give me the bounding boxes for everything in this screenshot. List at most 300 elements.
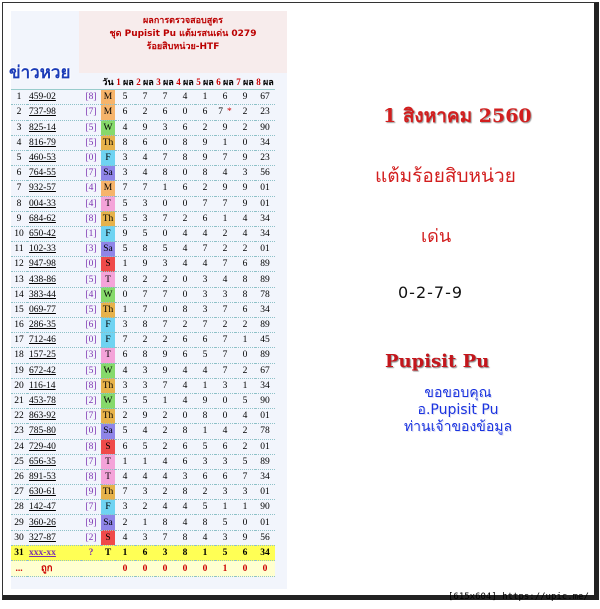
row-number: ถูก [27,561,81,577]
col-group [81,75,101,90]
lucky-digits: 0-2-7-9 [398,283,464,302]
row-result: 5 [235,454,255,469]
col-result-2 [135,75,155,90]
row-number [27,393,81,408]
row-result: 2 [215,226,235,241]
table-row [11,363,275,378]
row-index: 13 [11,272,27,287]
row-day: F [101,150,115,165]
row-group: [7] [81,454,101,469]
row-result: 8 [135,242,155,257]
row-result: 0 [175,196,195,211]
row-result: 4 [155,469,175,484]
row-number [27,211,81,226]
row-result: 4 [175,515,195,530]
table-header-box [79,11,287,73]
row-day: Th [101,409,115,424]
row-result: 2 [235,318,255,333]
row-day: Th [101,135,115,150]
table-row [11,348,275,363]
row-result: 8 [135,348,155,363]
row-number-text: 286-35 [29,320,56,331]
row-result: 3 [115,500,135,515]
row-group: [2] [81,530,101,545]
row-result: 8 [115,135,135,150]
col-ref-number: 4 [176,77,181,88]
row-result: 2 [155,409,175,424]
row-result: 56 [255,166,275,181]
row-result: 90 [255,120,275,135]
row-group: [5] [81,120,101,135]
row-index: 17 [11,333,27,348]
row-number-text: 729-40 [29,441,56,452]
hit-count: 0 [175,561,195,577]
row-result: 1 [195,545,215,560]
row-number [27,500,81,515]
row-result: 8 [175,545,195,560]
row-group: [8] [81,211,101,226]
table-head-row [11,75,275,90]
row-result: 6 [175,348,195,363]
row-result: 6 [235,257,255,272]
row-result: 5 [235,393,255,408]
row-result: 2 [195,485,215,500]
row-result: 3 [155,545,175,560]
row-result: 67 [255,363,275,378]
table-row [11,439,275,454]
row-index: ... [11,561,27,577]
row-group [81,561,101,577]
row-result: 4 [155,500,175,515]
row-result: 3 [175,469,195,484]
row-day: W [101,120,115,135]
row-result: 1 [235,500,255,515]
row-result: 34 [255,211,275,226]
row-result: 1 [135,515,155,530]
row-day: T [101,348,115,363]
row-result: 89 [255,318,275,333]
row-group: [0] [81,424,101,439]
row-index: 7 [11,181,27,196]
row-result: 0 [115,287,135,302]
row-result: 6 [215,469,235,484]
row-number-text: 157-25 [29,350,56,361]
row-day: Sa [101,515,115,530]
row-result: 23 [255,150,275,165]
author-brand: Pupisit Pu [385,351,490,372]
row-day: T [101,272,115,287]
row-result: 7 [195,242,215,257]
row-group: [0] [81,333,101,348]
row-day: T [101,454,115,469]
col-result-label: ผล [142,77,154,88]
row-result: 4 [235,226,255,241]
row-result: 9 [115,226,135,241]
thanks-line-3: ท่านเจ้าของข้อมูล [403,419,513,435]
row-result: 0 [155,302,175,317]
row-group: [9] [81,515,101,530]
row-result: 4 [195,530,215,545]
table-row [11,211,275,226]
row-result: 6 [175,181,195,196]
row-result: 9 [195,135,215,150]
row-result: 9 [215,181,235,196]
row-result: 7 [115,485,135,500]
row-result: 6 [115,105,135,120]
row-result: 6 [235,302,255,317]
row-result: 8 [195,409,215,424]
row-result: 78 [255,287,275,302]
row-result: 4 [135,424,155,439]
row-result: 7 [215,348,235,363]
row-number-text: 863-92 [29,411,56,422]
row-number-text: 460-53 [29,153,56,164]
row-mark: * [227,107,232,118]
row-number [27,318,81,333]
row-result: 3 [235,166,255,181]
row-result: 34 [255,469,275,484]
row-result: 7 * [215,105,235,120]
row-result: 0 [155,135,175,150]
row-result: 8 [175,424,195,439]
row-result: 3 [135,378,155,393]
row-result: 3 [215,485,235,500]
row-result: 90 [255,393,275,408]
row-result: 7 [155,150,175,165]
row-result: 0 [175,166,195,181]
row-number [27,257,81,272]
row-index: 15 [11,302,27,317]
row-group: [4] [81,287,101,302]
row-day: S [101,439,115,454]
row-result: 2 [135,500,155,515]
row-result: 0 [175,105,195,120]
row-result: 3 [115,150,135,165]
row-index: 14 [11,287,27,302]
row-result: 8 [175,485,195,500]
row-result: 23 [255,105,275,120]
table-row [11,469,275,484]
row-result: 4 [175,500,195,515]
row-number-text: 438-86 [29,274,56,285]
row-index: 19 [11,363,27,378]
row-result: 5 [195,348,215,363]
row-result: 01 [255,181,275,196]
row-result: 4 [215,272,235,287]
row-result: 5 [115,242,135,257]
row-result: 7 [195,318,215,333]
row-result: 7 [155,90,175,105]
row-result: 5 [135,393,155,408]
row-result: 2 [195,120,215,135]
row-index: 31 [11,545,27,560]
row-number-text: 656-35 [29,456,56,467]
row-result: 7 [215,196,235,211]
row-day [101,561,115,577]
row-day: W [101,393,115,408]
row-result: 1 [115,545,135,560]
row-number-text: xxx-xx [29,547,56,558]
row-result: 3 [115,378,135,393]
row-result: 9 [195,393,215,408]
row-result: 34 [255,135,275,150]
row-number [27,302,81,317]
row-result: 2 [175,211,195,226]
row-result: 0 [235,515,255,530]
row-day: Sa [101,242,115,257]
row-result: 2 [235,363,255,378]
row-result: 6 [115,439,135,454]
row-number-text: 459-02 [29,92,56,103]
row-group: [0] [81,257,101,272]
row-index: 27 [11,485,27,500]
row-result: 1 [135,454,155,469]
row-index: 6 [11,166,27,181]
row-number [27,469,81,484]
col-result-label: ผล [122,77,134,88]
table-row [11,530,275,545]
row-result: 8 [235,287,255,302]
col-result-label: ผล [162,77,174,88]
col-ref-number: 8 [256,77,261,88]
row-group: [5] [81,363,101,378]
row-number-text: 684-62 [29,213,56,224]
col-result-label: ผล [182,77,194,88]
row-number [27,135,81,150]
row-day: M [101,105,115,120]
col-result-5 [195,75,215,90]
row-result: 8 [175,530,195,545]
row-result: 6 [195,211,215,226]
row-day: Sa [101,424,115,439]
row-index: 2 [11,105,27,120]
row-number-text: 327-87 [29,532,56,543]
table-row [11,272,275,287]
row-result: 9 [135,409,155,424]
row-result: 0 [215,393,235,408]
row-result: 1 [195,424,215,439]
table-row [11,226,275,241]
row-result: 3 [215,530,235,545]
row-day: W [101,287,115,302]
row-result: 7 [235,469,255,484]
row-result: 1 [195,90,215,105]
row-result: 6 [175,120,195,135]
row-day: M [101,181,115,196]
row-result: 89 [255,272,275,287]
row-result: 3 [155,120,175,135]
row-result: 8 [175,302,195,317]
row-result: 6 [135,135,155,150]
row-result: 7 [215,363,235,378]
row-result: 3 [135,363,155,378]
row-result: 7 [195,196,215,211]
formula-title: แต้มร้อยสิบหน่วย [375,165,516,187]
row-result: 0 [235,135,255,150]
row-index: 11 [11,242,27,257]
row-index: 8 [11,196,27,211]
row-result: 0 [155,196,175,211]
row-day: T [101,469,115,484]
row-result: 7 [215,302,235,317]
row-result: 0 [175,272,195,287]
row-group: [9] [81,485,101,500]
row-result: 6 [215,90,235,105]
table-row [11,242,275,257]
row-group: [0] [81,150,101,165]
row-number-text: 004-33 [29,198,56,209]
row-result: 3 [115,166,135,181]
row-result: 1 [155,393,175,408]
row-index: 30 [11,530,27,545]
row-result: 5 [115,196,135,211]
row-result: 6 [175,333,195,348]
row-result: 7 [215,150,235,165]
row-result: 89 [255,257,275,272]
row-number-text: 102-33 [29,244,56,255]
row-number-text: 932-57 [29,183,56,194]
row-result: 4 [135,166,155,181]
col-day: วัน [101,75,115,90]
row-result: 9 [235,196,255,211]
row-result: 7 [155,318,175,333]
row-number-text: 630-61 [29,487,56,498]
row-result: 4 [235,211,255,226]
row-day: Th [101,485,115,500]
col-result-6 [215,75,235,90]
row-result: 45 [255,333,275,348]
row-index: 29 [11,515,27,530]
row-group: [4] [81,181,101,196]
row-result: 2 [235,439,255,454]
row-result: 4 [175,90,195,105]
row-number [27,242,81,257]
row-result: 9 [215,120,235,135]
row-result: 4 [175,226,195,241]
row-result: 4 [235,409,255,424]
row-number-text: 785-80 [29,426,56,437]
row-index: 26 [11,469,27,484]
row-result: 4 [175,363,195,378]
row-result: 4 [175,242,195,257]
row-result: 7 [155,378,175,393]
row-result: 0 [155,226,175,241]
table-row [11,378,275,393]
row-day: Th [101,211,115,226]
row-result: 6 [195,105,215,120]
row-number [27,196,81,211]
row-result: 5 [115,211,135,226]
row-result: 4 [115,469,135,484]
col-number [27,75,81,90]
row-number [27,105,81,120]
formula-subtitle: เด่น [421,226,452,247]
row-index: 23 [11,424,27,439]
row-day: T [101,196,115,211]
row-day: S [101,257,115,272]
row-number-text: 383-44 [29,289,56,300]
row-result: 6 [235,545,255,560]
col-index [11,75,27,90]
row-result: 0 [175,287,195,302]
row-group: [6] [81,318,101,333]
table-row [11,515,275,530]
table-row [11,166,275,181]
row-group: [5] [81,135,101,150]
row-result: 9 [155,348,175,363]
row-result: 6 [175,454,195,469]
hit-count-row [11,561,275,577]
row-result: 1 [155,181,175,196]
row-result: 3 [155,257,175,272]
image-host-watermark: [615x604] https://upic.me/ [448,592,589,602]
row-result: 01 [255,515,275,530]
row-result: 0 [215,409,235,424]
row-index: 18 [11,348,27,363]
table-row [11,105,275,120]
row-group: [8] [81,439,101,454]
row-number [27,226,81,241]
row-result: 4 [155,454,175,469]
row-result: 3 [195,454,215,469]
thanks-line-2: อ.Pupisit Pu [417,402,499,418]
row-result: 4 [195,226,215,241]
header-line-1: ผลการตรวจสอบสูตร [143,16,223,26]
row-result: 9 [235,530,255,545]
pending-row [11,545,275,560]
row-group: [5] [81,302,101,317]
row-result: 2 [235,424,255,439]
row-result: 01 [255,196,275,211]
row-result: 5 [135,226,155,241]
row-index: 1 [11,90,27,105]
row-day: Th [101,378,115,393]
row-result: 4 [195,257,215,272]
row-result: 6 [115,348,135,363]
row-result: 3 [235,485,255,500]
table-row [11,181,275,196]
row-group: [2] [81,393,101,408]
row-day: Sa [101,166,115,181]
row-number-text: 142-47 [29,502,56,513]
row-number [27,272,81,287]
row-day: Th [101,302,115,317]
row-result: 4 [175,378,195,393]
row-group: [8] [81,90,101,105]
row-result: 2 [115,515,135,530]
row-result: 5 [115,424,135,439]
row-result: 4 [115,530,135,545]
row-group: [8] [81,469,101,484]
row-result: 5 [115,90,135,105]
row-result: 7 [135,181,155,196]
row-index: 10 [11,226,27,241]
row-day: W [101,363,115,378]
hit-count: 0 [115,561,135,577]
row-result: 4 [115,120,135,135]
row-result: 2 [135,333,155,348]
row-result: 8 [155,515,175,530]
row-index: 3 [11,120,27,135]
row-day: T [101,545,115,560]
row-day: F [101,333,115,348]
row-group: [4] [81,196,101,211]
thanks-note [363,385,553,436]
row-day: F [101,500,115,515]
hit-count: 1 [215,561,235,577]
row-result: 3 [135,530,155,545]
row-result: 2 [155,485,175,500]
